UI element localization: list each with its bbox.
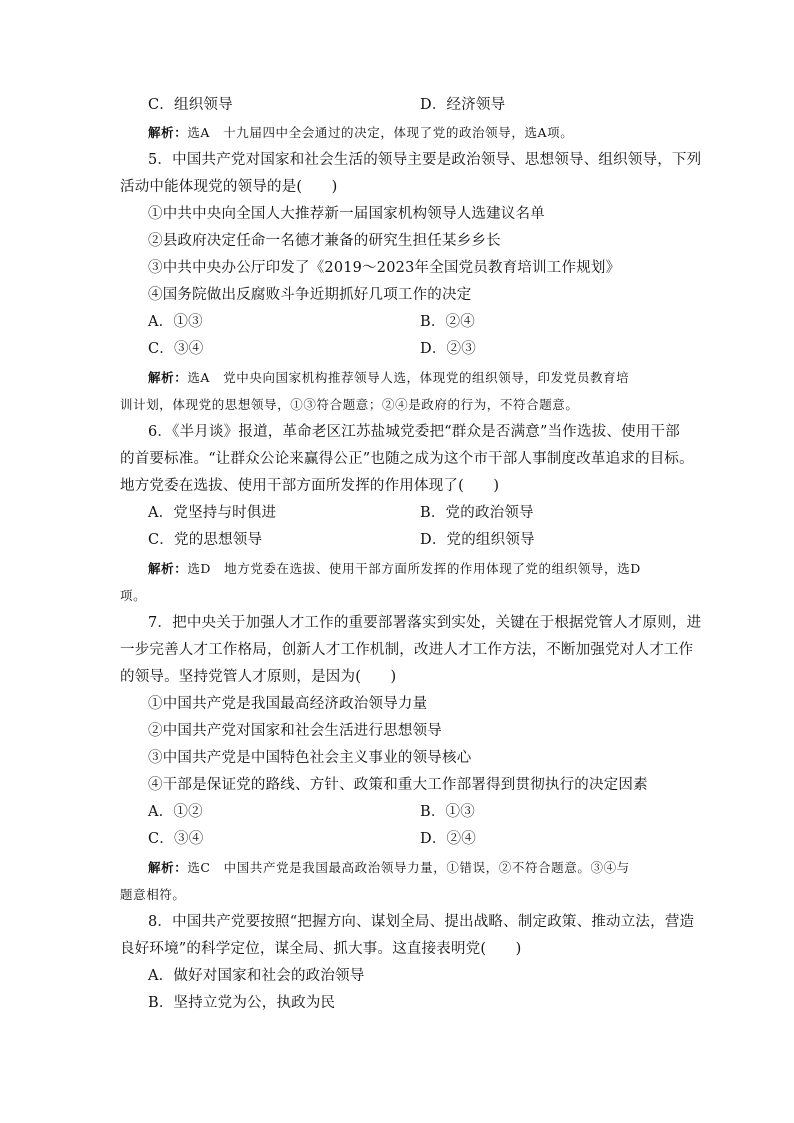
q6-analysis-line-2: 项。 [120, 588, 147, 603]
q8-option-a: A．做好对国家和社会的政治领导 [148, 968, 365, 984]
q4-option-d: D．经济领导 [420, 97, 506, 113]
q7-analysis-text-1: 选C 中国共产党是我国最高政治领导力量，①错误，②不符合题意。③④与 [187, 860, 630, 875]
q7-item-1: ①中国共产党是我国最高经济政治领导力量 [148, 696, 428, 712]
analysis-label: 解析： [148, 561, 188, 576]
q4-analysis-text: 选A 十九届四中全会通过的决定，体现了党的政治领导，选A项。 [187, 125, 574, 140]
q7-stem-line-1: 7．把中央关于加强人才工作的重要部署落实到实处，关键在于根据党管人才原则，进 [148, 615, 702, 631]
q5-item-4: ④国务院做出反腐败斗争近期抓好几项工作的决定 [148, 287, 472, 303]
q5-option-d: D．②③ [420, 341, 476, 357]
q6-option-a: A．党坚持与时俱进 [148, 505, 277, 521]
q7-option-c: C．③④ [148, 831, 204, 847]
q6-analysis-line-1 [148, 559, 708, 579]
q5-stem-line-1: 5．中国共产党对国家和社会生活的领导主要是政治领导、思想领导、组织领导，下列 [148, 152, 702, 168]
q6-option-d: D．党的组织领导 [420, 532, 535, 548]
q5-analysis-text-1: 选A 党中央向国家机构推荐领导人选，体现党的组织领导，印发党员教育培 [187, 370, 630, 385]
q7-option-b: B．①③ [420, 804, 475, 820]
q7-item-4: ④干部是保证党的路线、方针、政策和重大工作部署得到贯彻执行的决定因素 [148, 777, 648, 793]
analysis-label: 解析： [148, 370, 188, 385]
q4-option-c: C．组织领导 [148, 97, 233, 113]
q7-item-2: ②中国共产党对国家和社会生活进行思想领导 [148, 723, 442, 739]
q6-stem-line-1: 6．《半月谈》报道，革命老区江苏盐城党委把“群众是否满意”当作选拔、使用干部 [148, 424, 680, 440]
q7-option-a: A．①② [148, 804, 203, 820]
q7-option-d: D．②④ [420, 831, 476, 847]
q4-analysis [148, 123, 708, 143]
q6-stem-line-2: 的首要标准。“让群众公论来赢得公正”也随之成为这个市干部人事制度改革追求的目标。 [120, 451, 694, 467]
q5-stem-line-2: 活动中能体现党的领导的是( ) [120, 179, 338, 195]
q5-item-2: ②县政府决定任命一名德才兼备的研究生担任某乡乡长 [148, 233, 501, 249]
q6-option-c: C．党的思想领导 [148, 532, 263, 548]
q5-analysis-line-2: 训计划，体现党的思想领导，①③符合题意；②④是政府的行为，不符合题意。 [120, 397, 579, 412]
q7-item-3: ③中国共产党是中国特色社会主义事业的领导核心 [148, 750, 472, 766]
analysis-label: 解析： [148, 860, 188, 875]
q7-stem-line-2: 一步完善人才工作格局，创新人才工作机制，改进人才工作方法，不断加强党对人才工作 [120, 642, 694, 658]
q6-option-b: B．党的政治领导 [420, 505, 534, 521]
q5-option-b: B．②④ [420, 314, 475, 330]
q7-analysis-line-2: 题意相符。 [120, 887, 186, 902]
q5-option-a: A．①③ [148, 314, 203, 330]
q7-analysis-line-1 [148, 858, 708, 878]
q7-stem-line-3: 的领导。坚持党管人才原则，是因为( ) [120, 669, 397, 685]
q5-option-c: C．③④ [148, 341, 204, 357]
q8-stem-line-2: 良好环境”的科学定位，谋全局、抓大事。这直接表明党( ) [120, 941, 522, 957]
q8-stem-line-1: 8．中国共产党要按照“把握方向、谋划全局、提出战略、制定政策、推动立法，营造 [148, 914, 695, 930]
q5-analysis-line-1 [148, 368, 708, 388]
q5-item-1: ①中共中央向全国人大推荐新一届国家机构领导人选建议名单 [148, 206, 545, 222]
q8-option-b: B．坚持立党为公，执政为民 [148, 995, 336, 1011]
q6-stem-line-3: 地方党委在选拔、使用干部方面所发挥的作用体现了( ) [120, 478, 500, 494]
analysis-label: 解析： [148, 125, 188, 140]
q5-item-3: ③中共中央办公厅印发了《2019～2023年全国党员教育培训工作规划》 [148, 260, 621, 276]
q6-analysis-text-1: 选D 地方党委在选拔、使用干部方面所发挥的作用体现了党的组织领导，选D [187, 561, 641, 576]
